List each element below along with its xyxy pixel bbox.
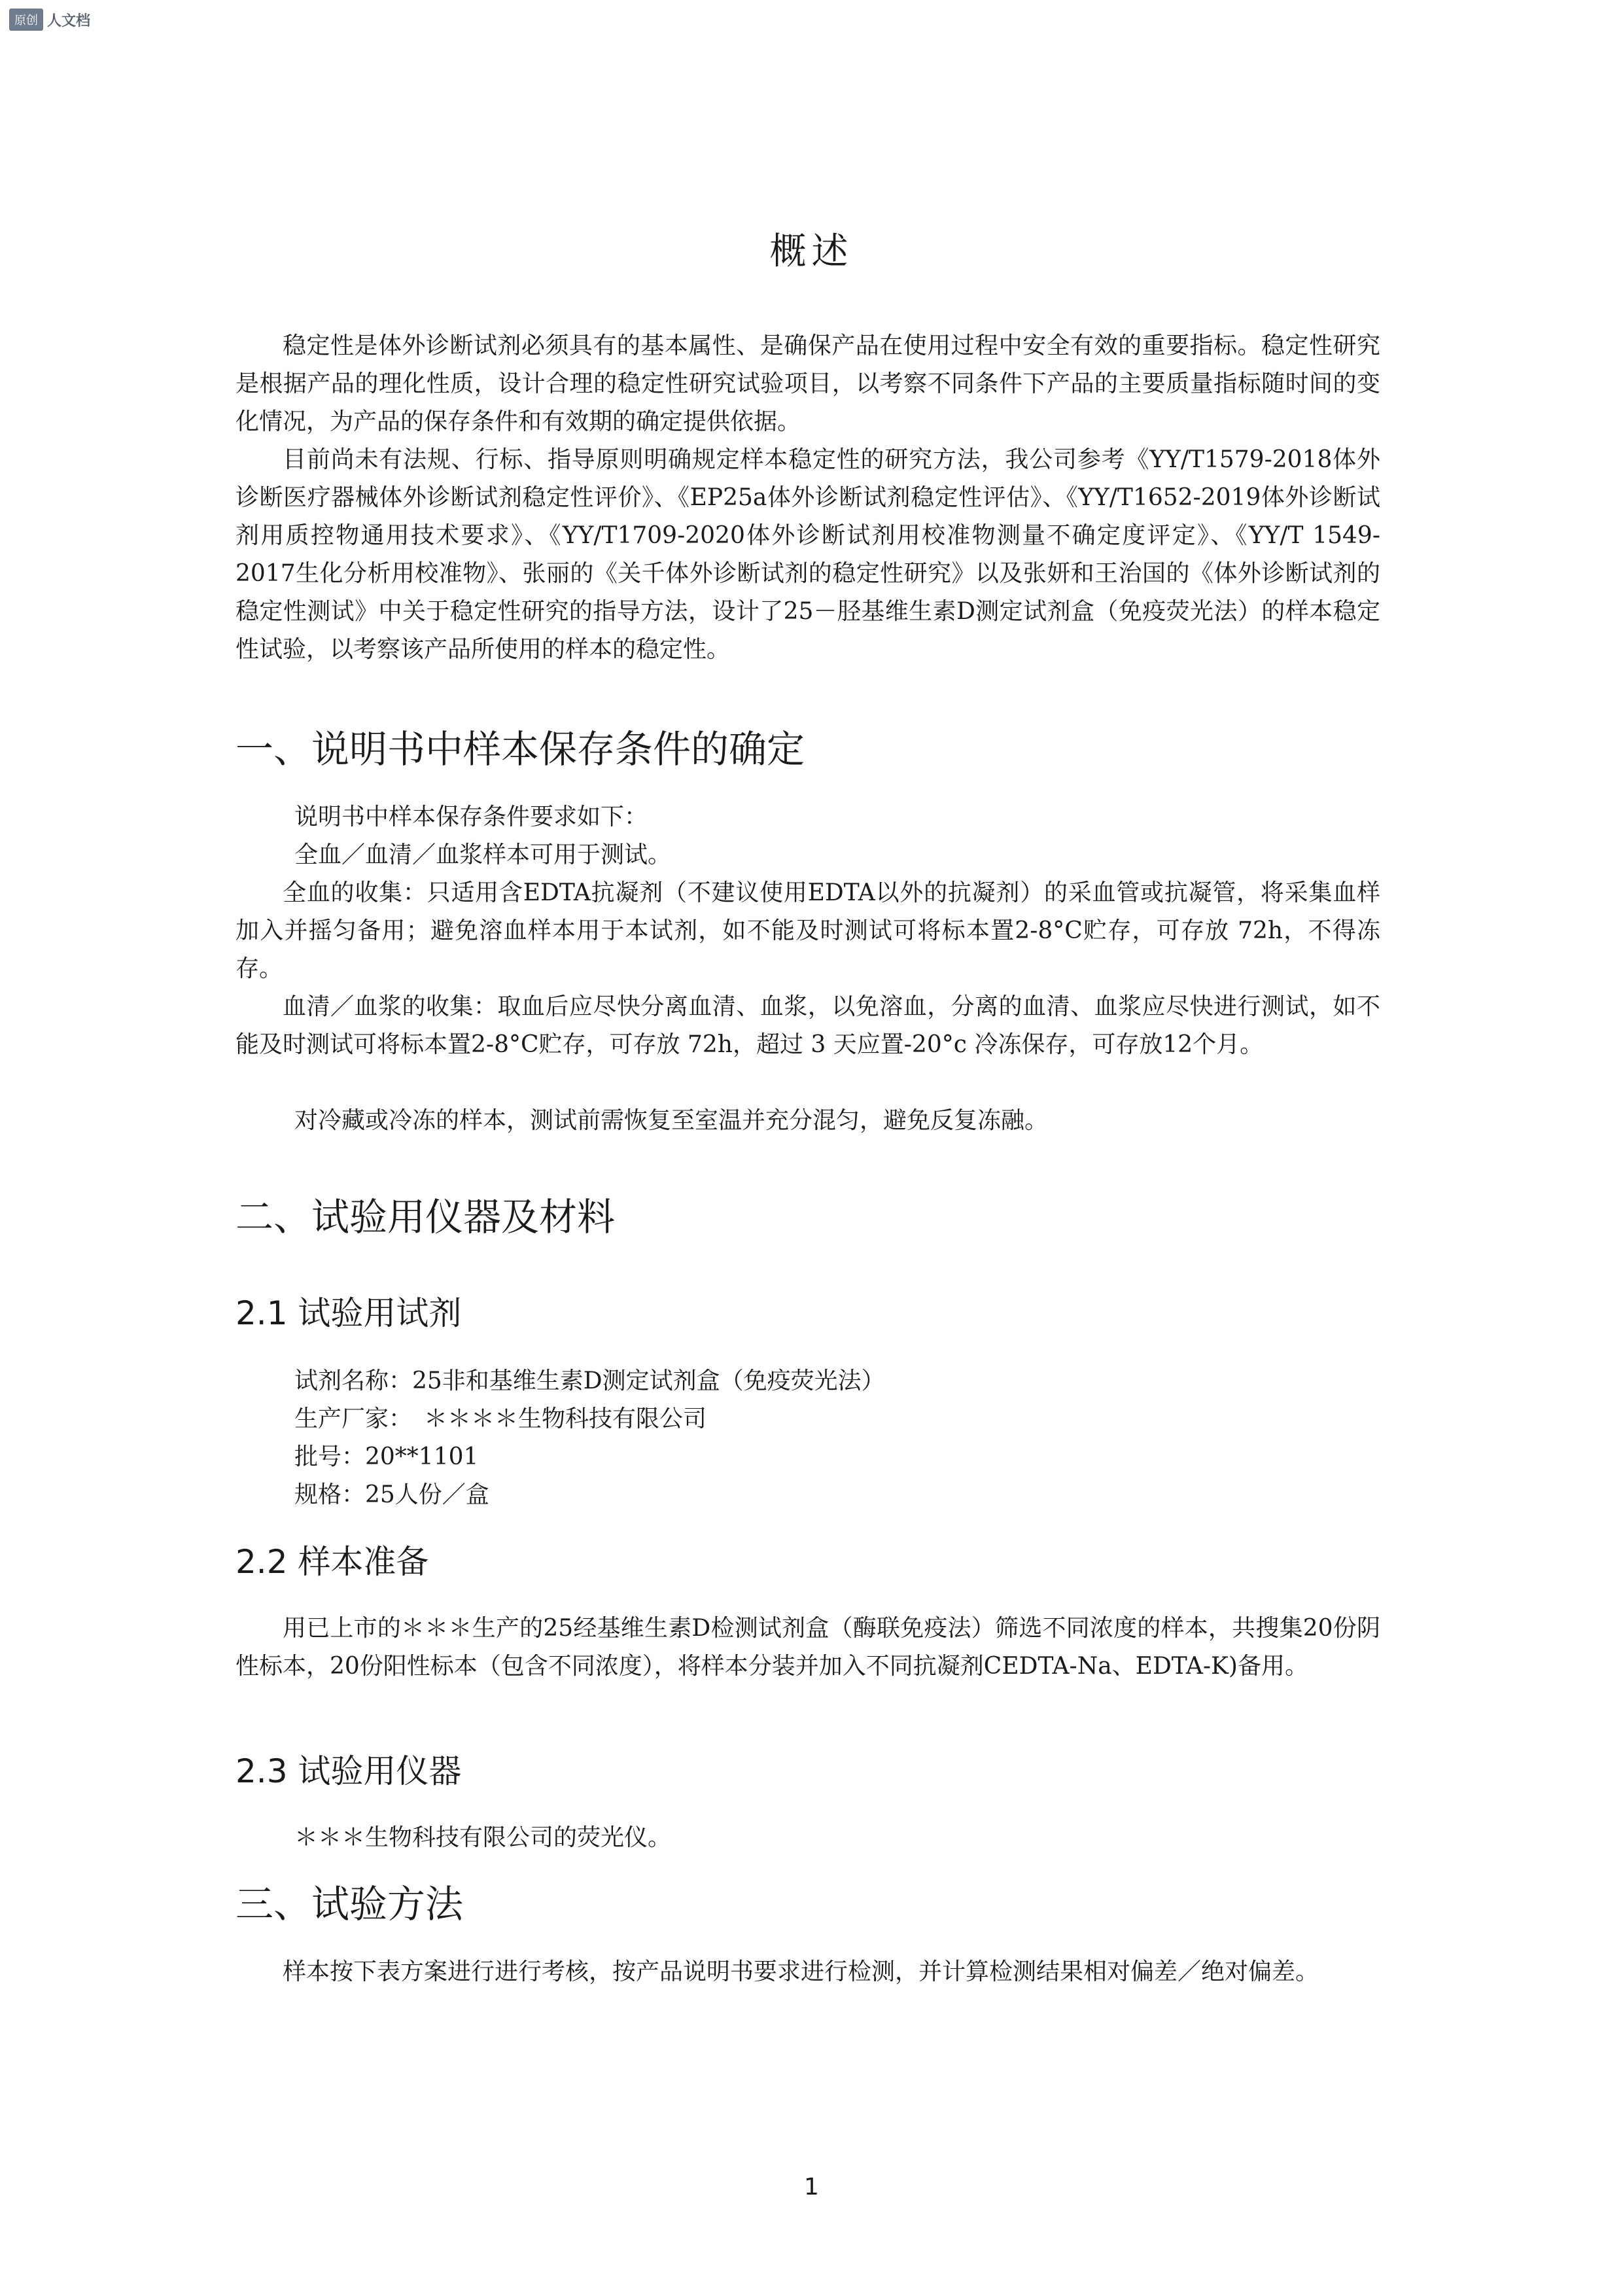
watermark-badge: 原创 (9, 9, 43, 31)
section-2-2-heading: 2.2 样本准备 (236, 1543, 429, 1581)
watermark-logo (9, 7, 90, 33)
intro-paragraph-1: 稳定性是体外诊断试剂必须具有的基本属性、是确保产品在使用过程中安全有效的重要指标。稳定性研究是根据产品的理化性质，设计合理的稳定性研究试验项目，以考察不同条件下产品的主要质量指标随时间的变化情况，为产品的保存条件和有效期的确定提供依据。 (236, 332, 1380, 435)
section-2-1-heading: 2.1 试验用试剂 (236, 1294, 462, 1332)
section-2-heading: 二、试验用仪器及材料 (236, 1195, 616, 1239)
page-number: 1 (804, 2174, 819, 2200)
section-1-serum-plasma: 血清／血浆的收集：取血后应尽快分离血清、血浆，以免溶血，分离的血清、血浆应尽快进行测试，如不能及时测试可将标本置2-8°C贮存，可存放 72h，超过 3 天应置-20°c 冷冻保存，可存放12个月。 (236, 993, 1380, 1058)
watermark-text: 人文档 (47, 12, 91, 29)
test-method-paragraph: 样本按下表方案进行进行考核，按产品说明书要求进行检测，并计算检测结果相对偏差／绝对偏差。 (283, 1958, 1319, 1985)
page-title: 概述 (769, 230, 854, 273)
section-1-line-1: 说明书中样本保存条件要求如下： (294, 804, 648, 830)
section-2-3-heading: 2.3 试验用仪器 (236, 1752, 462, 1790)
section-1-line-2: 全血／血清／血浆样本可用于测试。 (294, 841, 672, 868)
section-1-heading: 一、说明书中样本保存条件的确定 (236, 727, 805, 771)
reagent-lot: 批号：20**1101 (294, 1443, 479, 1470)
reagent-spec: 规格：25人份／盒 (294, 1481, 489, 1508)
section-1-whole-blood: 全血的收集：只适用含EDTA抗凝剂（不建议使用EDTA以外的抗凝剂）的采血管或抗凝管，将采集血样加入并摇匀备用；避免溶血样本用于本试剂，如不能及时测试可将标本置2-8°C贮存，可存放 72h，不得冻存。 (236, 879, 1380, 982)
section-1-line-3: 对冷藏或冷冻的样本，测试前需恢复至室温并充分混匀，避免反复冻融。 (294, 1107, 1049, 1134)
sample-preparation-paragraph: 用已上市的＊＊＊生产的25经基维生素D检测试剂盒（酶联免疫法）筛选不同浓度的样本，共搜集20份阴性标本，20份阳性标本（包含不同浓度），将样本分装并加入不同抗凝剂CEDTA-Na、EDTA-K)备用。 (236, 1615, 1380, 1680)
intro-paragraph-2: 目前尚未有法规、行标、指导原则明确规定样本稳定性的研究方法，我公司参考《YY/T1579-2018体外诊断医疗器械体外诊断试剂稳定性评价》、《EP25a体外诊断试剂稳定性评估》、《YY/T1652-2019体外诊断试剂用质控物通用技术要求》、《YY/T1709-2020体外诊断试剂用校准物测量不确定度评定》、《YY/T 1549-2017生化分析用校准物》、张丽的《关千体外诊断试剂的稳定性研究》以及张妍和王治国的《体外诊断试剂的稳定性测试》中关于稳定性研究的指导方法，设计了25－胫基维生素D测定试剂盒（免疫荧光法）的样本稳定性试验，以考察该产品所使用的样本的稳定性。 (236, 446, 1380, 663)
reagent-manufacturer: 生产厂家： ＊＊＊＊生物科技有限公司 (294, 1405, 707, 1432)
instrument-line: ＊＊＊生物科技有限公司的荧光仪。 (294, 1824, 672, 1851)
section-3-heading: 三、试验方法 (236, 1882, 464, 1926)
reagent-name: 试剂名称：25非和基维生素D测定试剂盒（免疫荧光法） (294, 1368, 885, 1394)
